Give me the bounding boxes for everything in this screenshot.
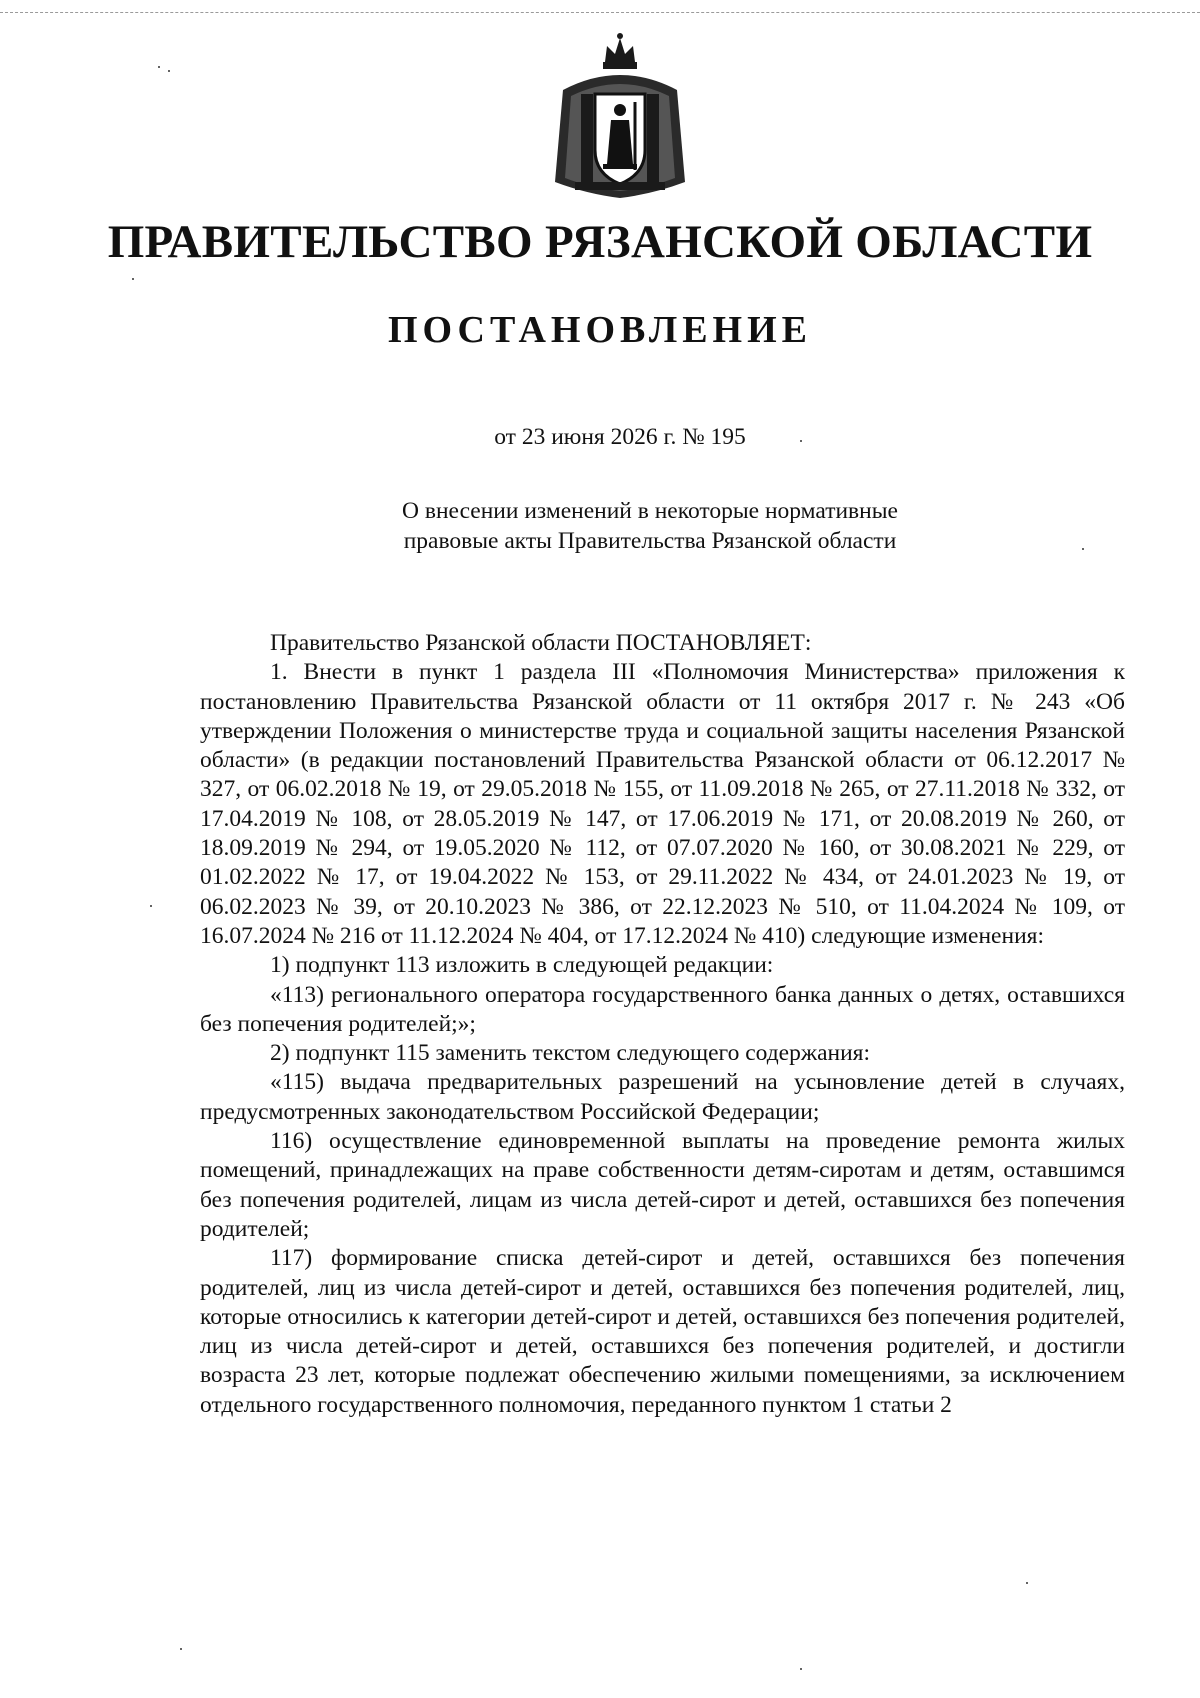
document-body xyxy=(200,629,1125,1420)
body-paragraph: «115) выдача предварительных разрешений на усыновление детей в случаях, предусмотренных законодательством Российской Федерации; xyxy=(200,1069,1125,1125)
scan-speck xyxy=(150,905,152,907)
scan-speck xyxy=(180,1648,182,1650)
body-paragraph: «113) регионального оператора государственного банка данных о детях, оставшихся без попечения родителей;»; xyxy=(200,981,1125,1037)
scan-speck xyxy=(168,70,170,72)
body-paragraph: 1. Внести в пункт 1 раздела III «Полномочия Министерства» приложения к постановлению Правительства Рязанской области от 11 октября 2017 г. № 243 «Об утверждении Положения о министерстве труда и социальной защиты населения Рязанской области» (в редакции постановлений Правительства Рязанской области от 06.12.2017 № 327, от 06.02.2018 № 19, от 29.05.2018 № 155, от 11.09.2018 № 265, от 27.11.2018 № 332, от 17.04.2019 № 108, от 28.05.2019 № 147, от 17.06.2019 № 171, от 20.08.2019 № 260, от 18.09.2019 № 294, от 19.05.2020 № 112, от 07.07.2020 № 160, от 30.08.2021 № 229, от 01.02.2022 № 17, от 19.04.2022 № 153, от 29.11.2022 № 434, от 24.01.2023 № 19, от 06.02.2023 № 39, от 20.10.2023 № 386, от 22.12.2023 № 510, от 11.04.2024 № 109, от 16.07.2024 № 216 от 11.12.2024 № 404, от 17.12.2024 № 410) следующие изменения: xyxy=(200,659,1125,949)
scan-edge-line xyxy=(0,12,1200,13)
document-date-number: от 23 июня 2026 г. № 195 xyxy=(494,424,746,450)
coat-of-arms-emblem xyxy=(545,32,695,202)
scan-speck xyxy=(132,278,134,280)
subject-line: О внесении изменений в некоторые нормативные xyxy=(402,498,898,524)
body-paragraph: 2) подпункт 115 заменить текстом следующего содержания: xyxy=(270,1040,871,1067)
subject-line: правовые акты Правительства Рязанской области xyxy=(403,528,897,554)
preamble: Правительство Рязанской области ПОСТАНОВЛЯЕТ: xyxy=(270,630,812,656)
scan-speck xyxy=(1082,548,1084,550)
body-paragraph: 116) осуществление единовременной выплаты на проведение ремонта жилых помещений, принадлежащих на праве собственности детям-сиротам и детям, оставшимся без попечения родителей, лицам из числа детей-сирот и детей, оставшихся без попечения родителей; xyxy=(200,1128,1125,1242)
scan-speck xyxy=(158,66,160,68)
body-paragraph: 1) подпункт 113 изложить в следующей редакции: xyxy=(270,952,774,979)
scan-speck xyxy=(800,1668,802,1670)
body-paragraph: 117) формирование списка детей-сирот и детей, оставшихся без попечения родителей, лиц из числа детей-сирот и детей, оставшихся без попечения родителей, лиц, которые относились к категории детей-сирот и детей, оставшихся без попечения родителей, лиц из числа детей-сирот и детей, оставшихся без попечения родителей, и достигли возраста 23 лет, которые подлежат обеспечению жилыми помещениями, за исключением отдельного государственного полномочия, переданного пунктом 1 статьи 2 xyxy=(200,1245,1125,1418)
organization-title: ПРАВИТЕЛЬСТВО РЯЗАНСКОЙ ОБЛАСТИ xyxy=(107,216,1093,268)
scan-speck xyxy=(1026,1582,1028,1584)
document-subject xyxy=(300,496,1000,556)
document-type-heading: ПОСТАНОВЛЕНИЕ xyxy=(387,309,813,351)
